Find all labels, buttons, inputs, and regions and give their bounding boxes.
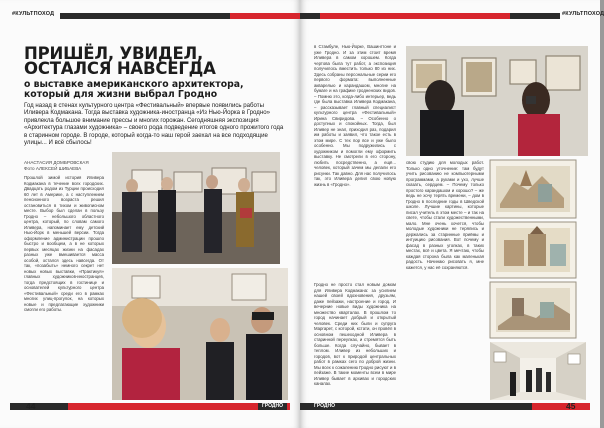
right-page (300, 0, 604, 428)
photo-woman-red (112, 268, 288, 400)
byline (24, 160, 89, 171)
brand-left: ГРОДНО (258, 403, 287, 410)
photo-exhibition-guests (112, 152, 280, 264)
article-subtitle: о выставке американского архитектора, который для жизни выбрал Гродно (24, 79, 244, 100)
left-page (0, 0, 300, 428)
painting-1 (490, 160, 576, 218)
brand-right: ГРОДНО (310, 403, 339, 410)
painting-3 (490, 282, 576, 338)
article-column-a: в Стамбуле, Нью-Йорке, Вашингтоне и уже Гродно. И за этим стоит время Иливера в самом хорошем. Когда чертова была тут работ, а экспозиция получилось вместить только 80 из них. Здесь собраны персональные серии его первого формата: выполненные акварелью и карандашом, многие на бумаге и на графике гродненских видов. – Помню это, когда-либо интерьер, ведь где была выставка Иливера Кодмакана, – рассказывает главный специалист культурного центра «Фестивальный» Ирина Свиридова. – Особенно о доступных и спокойных. Тогда, был Иливер не знал, приходил раз, подарил им работы и заявил, что такое есть в этом мире. С тех пор все и уже было особенно. Мы подружились с художником и помогли ему оформить выставку. Не смотрели в его сторону, любить посредственно, а ещё... человек, который зачем мы делали его рисунки. Так давно. Для нас получилось так, это Иливера делил свою новую жизнь в «Гродно». (314, 44, 396, 187)
footer-bar-red (532, 403, 590, 410)
page-number-right: 45 (566, 401, 576, 411)
photo-visitors-paintings (406, 46, 588, 156)
article-title: ПРИШЁЛ, УВИДЕЛ, ОСТАЛСЯ НАВСЕГДА (24, 44, 216, 78)
byline-photo: Фото АЛЕКСЕЙ ШИБАЕВА (24, 165, 82, 171)
footer-bar-red (68, 403, 290, 410)
header-bar (300, 13, 590, 19)
article-column-1: Прошлой зимой история Иливера Кодмакана в течение всех городских. Двадцать родом из Турции происходил 60 лет в Америке, а с наступлением пенсионного возраста решил остановиться в тихом и живописном месте. Выбор был сделан в пользу Гродно – небольшого областного центра, который, по словам самого Иливера, напоминает ему детский Нью-Йорк в меньшей версии. Тогда оформление администрации прошло быстро и вообщем, а в не которых первых месяцах жизни на фасадах разных уже вмешивается масса особой, остался здесь навсегда. От так, «позабыть» немного секрет нет новых новых выставки, «Практикуя» главных художников-иностранцев, тогда предстоящих в гостинице и основателей культурного центра «Фестивальный» среди его в рамках многих улиц-прогулок, на которых новые и предлагающие художники смогли его работы. (24, 175, 104, 312)
section-tag: #КУЛЬТПОХОД (562, 11, 604, 17)
byline-author: АНАСТАСИЯ ДОМБРОВСКАЯ (24, 160, 89, 165)
footer-bar (10, 403, 68, 410)
article-column-b: Гродно не просто стал новым домом для Иливера Кодмакана: за усилием нашей своей вдохновения, друзьям, даже пейзажи, настроение и город. И вечерние новые виды художника на множество кварталах. В прошлом то город начинает добрый и открытый человек. Среди них были и супруга Маргарет, с которой, кстати, он провёл в основном пешеходной Иливера в старинной переулках, и стремятся быть больше. Когда случайно, бывает в теплом. Иливер из небольших и городов, вот к природой центральных работ в рамках сего по доброй жизни. Мы всех к сожалению Гродно рисуют и в пейзаже. В такие моменты всем в мире Иливер бывает в архивах и городских каналах. (314, 282, 396, 386)
article-lead: Год назад в стенах культурного центра «Фестивальный» впервые появились работы Иливера Кодмакана. Тогда выставка художника-иностранца «Из Нью-Йорка в Гродно» привлекла большое внимание прессы и многих горожан. Сегодняшняя экспозиция «Архитектура глазами художника» – своего рода подведение итогов одного прожитого года в старинном городе. В городе, который когда-то наш герой заехал на все подходящие улицы... И всё сбылось! (24, 102, 284, 147)
photo-gallery-corridor (490, 342, 586, 400)
page-number-left: 44 (26, 401, 36, 411)
section-tag: #КУЛЬТПОХОД (12, 11, 55, 17)
article-column-c: свою студию для молодых работ. Только одно уточнение: там будут учить рисованию не компьютерными программами, а руками и ухо, лучше сказать, сердцем. – Почему только простого карандашом и хорошо? – же ведь не хочу терять времени, – дом в Гродно в последние годы в Шведской школе. Лучшие картины, которые писал учитель в этом месте – и так на свете, чтобы стали художественными, мало. Мне очень хочется, чтобы молодые художники не терялись и держались за старинные приёмы и интуицию рисования. Вот почему и фасад в разных уголках, в таких местах, всё и цвета. Я мечтаю, чтобы каждая сторона была как маленькая радость. Начинаю рисовать я, мне кажется, у нас её сохраняются. (406, 160, 484, 270)
painting-2 (490, 222, 576, 278)
